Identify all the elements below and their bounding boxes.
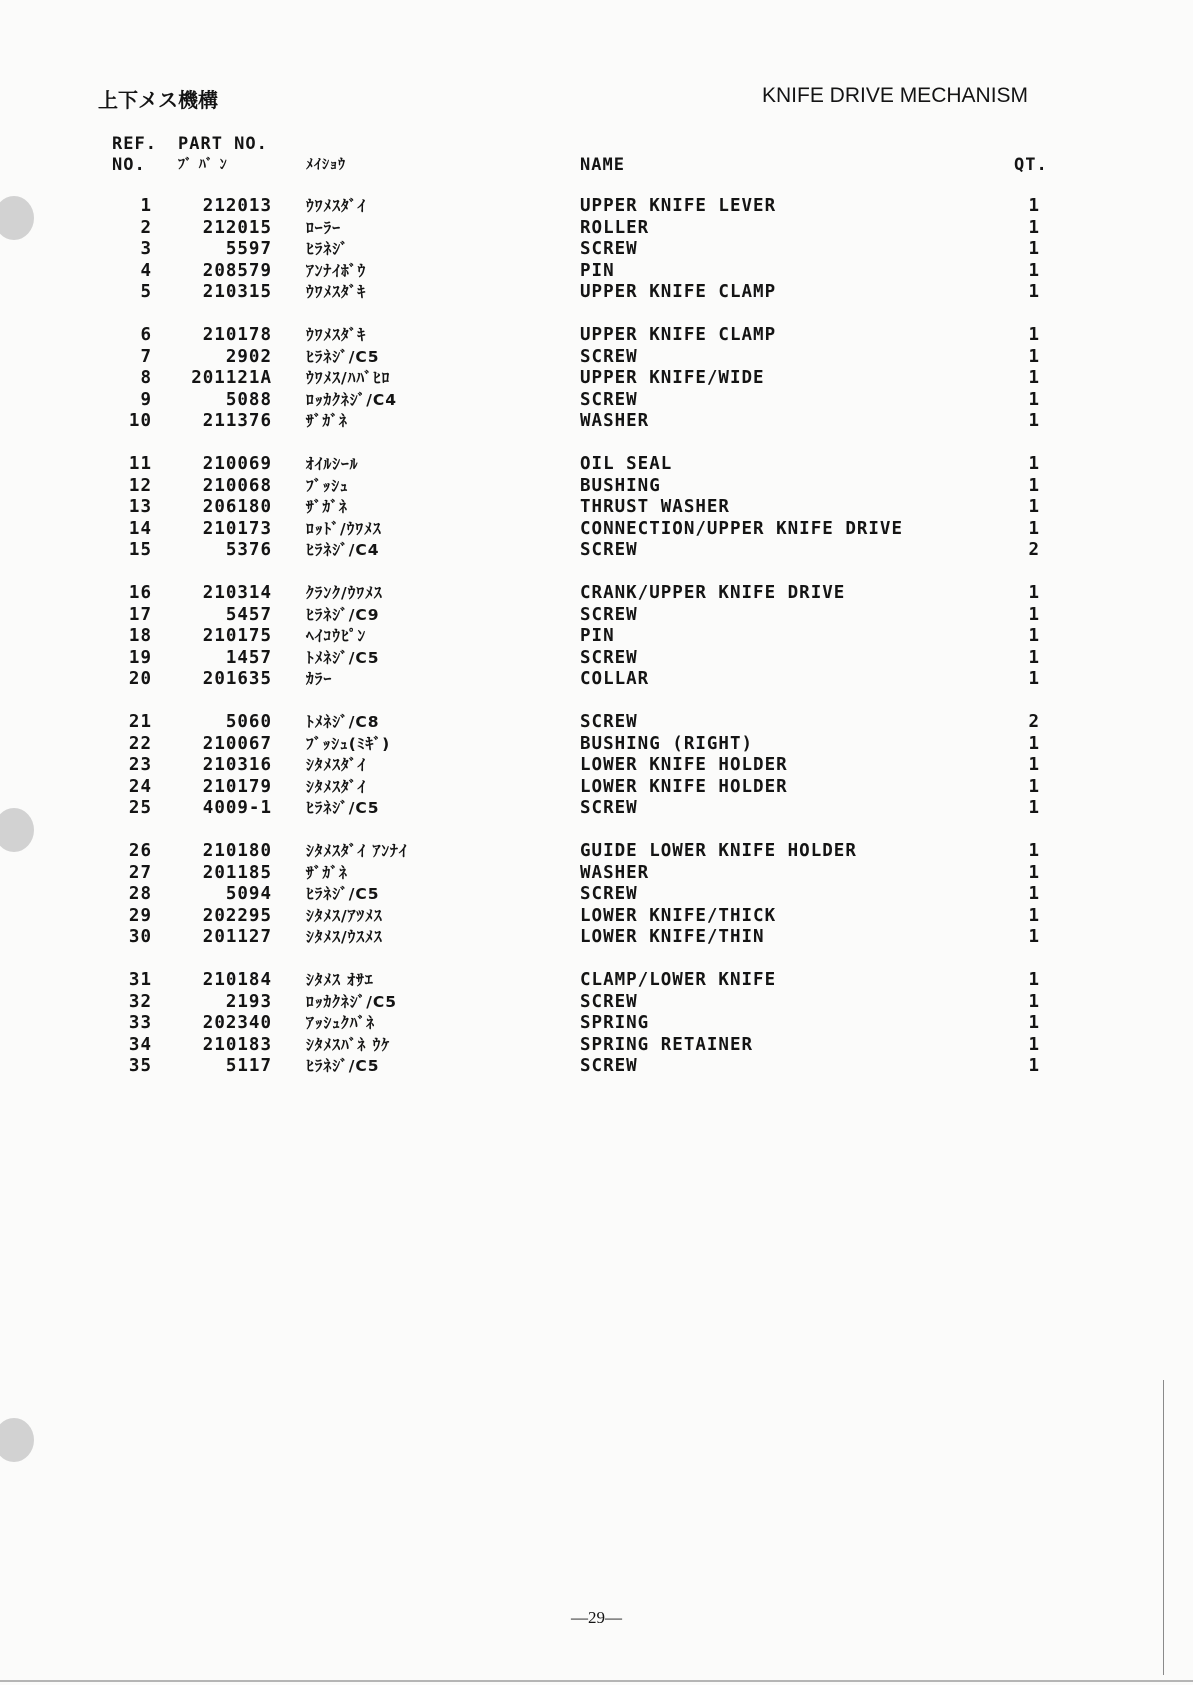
kana-name: ﾋﾗﾈｼﾞ/C9 xyxy=(306,605,380,624)
ref-number: 23 xyxy=(128,755,152,775)
kana-name: ﾋﾗﾈｼﾞ xyxy=(306,240,349,258)
kana-name: ﾍｲｺｳﾋﾟﾝ xyxy=(306,627,367,645)
part-number: 5597 xyxy=(225,239,272,259)
quantity: 1 xyxy=(1028,1013,1040,1033)
part-name: CONNECTION/UPPER KNIFE DRIVE xyxy=(580,518,904,539)
kana-name: ﾋﾗﾈｼﾞ/C5 xyxy=(306,1057,380,1075)
column-header-ref-bottom: NO. xyxy=(112,155,146,175)
table-row xyxy=(0,1035,1193,1057)
table-row xyxy=(0,282,1193,304)
part-name: ROLLER xyxy=(580,217,650,238)
part-number: 206180 xyxy=(202,497,272,517)
ref-number: 9 xyxy=(140,389,152,410)
page-number: —29— xyxy=(571,1608,622,1627)
kana-name: ｳﾜﾒｽﾀﾞｲ xyxy=(306,197,367,215)
part-number: 1457 xyxy=(225,647,272,668)
page-title-en: KNIFE DRIVE MECHANISM xyxy=(762,84,1029,107)
parts-group xyxy=(0,712,1193,820)
ref-number: 15 xyxy=(128,540,152,560)
part-number: 210316 xyxy=(202,755,272,775)
table-row xyxy=(0,476,1193,498)
kana-name: ｼﾀﾒｽ/ｱﾂﾒｽ xyxy=(306,906,383,925)
part-name: COLLAR xyxy=(580,669,650,689)
part-name: GUIDE LOWER KNIFE HOLDER xyxy=(580,841,857,861)
table-row xyxy=(0,884,1193,906)
part-name: BUSHING xyxy=(580,475,661,496)
part-name: SCREW xyxy=(580,540,638,560)
part-number: 5060 xyxy=(225,712,272,732)
quantity: 1 xyxy=(1028,583,1040,603)
quantity: 1 xyxy=(1028,862,1040,883)
quantity: 1 xyxy=(1028,905,1040,926)
part-number: 210315 xyxy=(202,282,272,302)
part-number: 202295 xyxy=(202,905,272,926)
part-number: 208579 xyxy=(202,260,272,281)
column-header-ref xyxy=(112,134,157,176)
part-name: SPRING RETAINER xyxy=(580,1034,754,1055)
ref-number: 2 xyxy=(140,217,152,238)
kana-name: ﾋﾗﾈｼﾞ/C5 xyxy=(306,799,380,817)
table-row xyxy=(0,368,1193,390)
ref-number: 14 xyxy=(128,518,152,539)
quantity: 1 xyxy=(1028,196,1040,216)
ref-number: 6 xyxy=(140,325,152,345)
parts-group xyxy=(0,196,1193,304)
table-row xyxy=(0,325,1193,347)
ref-number: 17 xyxy=(128,604,152,625)
kana-name: ｼﾀﾒｽﾊﾞﾈ ｳｹ xyxy=(306,1035,391,1054)
table-row xyxy=(0,540,1193,562)
column-header-name: NAME xyxy=(580,155,625,175)
ref-number: 13 xyxy=(128,497,152,517)
part-name: SCREW xyxy=(580,884,638,904)
quantity: 1 xyxy=(1028,475,1040,496)
table-row xyxy=(0,841,1193,863)
ref-number: 20 xyxy=(128,669,152,689)
ref-number: 27 xyxy=(128,862,152,883)
part-name: LOWER KNIFE HOLDER xyxy=(580,776,788,797)
quantity: 1 xyxy=(1028,604,1040,625)
part-name: SCREW xyxy=(580,1056,638,1076)
kana-name: ｻﾞｶﾞﾈ xyxy=(306,863,348,882)
part-name: SCREW xyxy=(580,389,638,410)
column-header-qty: QT. xyxy=(1014,155,1048,175)
part-number: 211376 xyxy=(202,411,272,431)
ref-number: 29 xyxy=(128,905,152,926)
table-row xyxy=(0,347,1193,369)
part-name: WASHER xyxy=(580,411,650,431)
part-name: SCREW xyxy=(580,712,638,732)
kana-name: ﾛｯﾄﾞ/ｳﾜﾒｽ xyxy=(306,519,382,538)
quantity: 1 xyxy=(1028,647,1040,668)
kana-name: ｼﾀﾒｽﾀﾞｲ xyxy=(306,756,367,774)
kana-name: ｻﾞｶﾞﾈ xyxy=(306,498,348,516)
ref-number: 18 xyxy=(128,626,152,646)
kana-name: ｻﾞｶﾞﾈ xyxy=(306,412,348,430)
kana-name: ｼﾀﾒｽ ｵｻｴ xyxy=(306,971,374,989)
part-number: 5094 xyxy=(225,884,272,904)
quantity: 1 xyxy=(1028,518,1040,539)
ref-number: 28 xyxy=(128,884,152,904)
table-row xyxy=(0,648,1193,670)
table-row xyxy=(0,906,1193,928)
table-row xyxy=(0,798,1193,820)
part-name: PIN xyxy=(580,626,615,646)
part-number: 210184 xyxy=(202,970,272,990)
part-name: THRUST WASHER xyxy=(580,497,730,517)
part-name: PIN xyxy=(580,260,615,281)
ref-number: 30 xyxy=(128,927,152,947)
part-name: LOWER KNIFE HOLDER xyxy=(580,755,788,775)
part-number: 212013 xyxy=(202,196,272,216)
table-row xyxy=(0,390,1193,412)
table-row xyxy=(0,605,1193,627)
part-number: 210069 xyxy=(202,454,272,474)
part-number: 5117 xyxy=(225,1056,272,1076)
ref-number: 32 xyxy=(128,991,152,1012)
quantity: 1 xyxy=(1028,217,1040,238)
quantity: 1 xyxy=(1028,282,1040,302)
part-number: 210175 xyxy=(202,626,272,646)
ref-number: 11 xyxy=(128,454,152,474)
kana-name: ｼﾀﾒｽ/ｳｽﾒｽ xyxy=(306,928,383,946)
kana-name: ﾛｯｶｸﾈｼﾞ/C5 xyxy=(306,992,398,1011)
ref-number: 10 xyxy=(128,411,152,431)
part-number: 210067 xyxy=(202,733,272,754)
table-row xyxy=(0,218,1193,240)
quantity: 1 xyxy=(1028,454,1040,474)
quantity: 1 xyxy=(1028,991,1040,1012)
part-number: 212015 xyxy=(202,217,272,238)
kana-name: ﾌﾞｯｼｭ xyxy=(306,476,349,495)
part-number: 210314 xyxy=(202,583,272,603)
kana-name: ｳﾜﾒｽﾀﾞｷ xyxy=(306,326,367,344)
kana-name: ﾛｯｶｸﾈｼﾞ/C4 xyxy=(306,390,398,409)
parts-group xyxy=(0,583,1193,691)
part-number: 4009-1 xyxy=(202,798,272,818)
part-number: 201635 xyxy=(202,669,272,689)
part-name: CLAMP/LOWER KNIFE xyxy=(580,970,777,990)
kana-name: ﾋﾗﾈｼﾞ/C5 xyxy=(306,885,380,903)
table-row xyxy=(0,777,1193,799)
part-name: SCREW xyxy=(580,647,638,668)
part-number: 5376 xyxy=(225,540,272,560)
table-row xyxy=(0,411,1193,433)
quantity: 1 xyxy=(1028,1034,1040,1055)
kana-name: ｶﾗｰ xyxy=(306,670,333,688)
ref-number: 24 xyxy=(128,776,152,797)
table-row xyxy=(0,239,1193,261)
page-title-jp: 上下メス機構 xyxy=(98,88,218,112)
part-number: 201121A xyxy=(191,368,272,388)
quantity: 1 xyxy=(1028,260,1040,281)
parts-group xyxy=(0,325,1193,433)
kana-name: ｱﾝﾅｲﾎﾞｳ xyxy=(306,261,367,280)
table-row xyxy=(0,497,1193,519)
part-name: CRANK/UPPER KNIFE DRIVE xyxy=(580,583,846,603)
quantity: 1 xyxy=(1028,411,1040,431)
kana-name: ﾋﾗﾈｼﾞ/C4 xyxy=(306,541,380,559)
quantity: 1 xyxy=(1028,841,1040,861)
page-edge-line xyxy=(1163,1380,1164,1675)
table-row xyxy=(0,583,1193,605)
part-name: LOWER KNIFE/THICK xyxy=(580,905,777,926)
kana-name: ﾛｰﾗｰ xyxy=(306,218,342,237)
ref-number: 8 xyxy=(140,368,152,388)
part-name: UPPER KNIFE CLAMP xyxy=(580,325,777,345)
kana-name: ｵｲﾙｼｰﾙ xyxy=(306,455,359,473)
ref-number: 19 xyxy=(128,647,152,668)
table-row xyxy=(0,1056,1193,1078)
part-name: WASHER xyxy=(580,862,650,883)
part-number: 5088 xyxy=(225,389,272,410)
quantity: 1 xyxy=(1028,626,1040,646)
ref-number: 12 xyxy=(128,475,152,496)
part-name: SPRING xyxy=(580,1013,650,1033)
part-name: SCREW xyxy=(580,239,638,259)
ref-number: 26 xyxy=(128,841,152,861)
table-row xyxy=(0,196,1193,218)
part-number: 210068 xyxy=(202,475,272,496)
ref-number: 1 xyxy=(140,196,152,216)
quantity: 1 xyxy=(1028,970,1040,990)
part-number: 2902 xyxy=(225,346,272,367)
quantity: 2 xyxy=(1028,540,1040,560)
quantity: 1 xyxy=(1028,325,1040,345)
ref-number: 31 xyxy=(128,970,152,990)
table-row xyxy=(0,863,1193,885)
part-name: OIL SEAL xyxy=(580,454,673,474)
quantity: 1 xyxy=(1028,927,1040,947)
part-name: UPPER KNIFE CLAMP xyxy=(580,282,777,302)
column-header-part xyxy=(178,134,268,176)
quantity: 1 xyxy=(1028,239,1040,259)
quantity: 1 xyxy=(1028,669,1040,689)
table-row xyxy=(0,626,1193,648)
kana-name: ﾌﾞｯｼｭ(ﾐｷﾞ) xyxy=(306,734,391,753)
quantity: 1 xyxy=(1028,733,1040,754)
table-row xyxy=(0,927,1193,949)
table-row xyxy=(0,454,1193,476)
quantity: 1 xyxy=(1028,368,1040,388)
ref-number: 5 xyxy=(140,282,152,302)
table-row xyxy=(0,669,1193,691)
quantity: 1 xyxy=(1028,884,1040,904)
table-row xyxy=(0,261,1193,283)
part-number: 210173 xyxy=(202,518,272,539)
kana-name: ｳﾜﾒｽ/ﾊﾊﾞﾋﾛ xyxy=(306,369,391,387)
column-header-part-top: PART NO. xyxy=(178,134,268,154)
column-header-kana: ﾒｲｼｮｳ xyxy=(306,157,346,173)
ref-number: 33 xyxy=(128,1013,152,1033)
kana-name: ﾋﾗﾈｼﾞ/C5 xyxy=(306,347,380,366)
parts-group xyxy=(0,454,1193,562)
part-name: LOWER KNIFE/THIN xyxy=(580,927,765,947)
part-name: SCREW xyxy=(580,346,638,367)
ref-number: 25 xyxy=(128,798,152,818)
part-name: UPPER KNIFE LEVER xyxy=(580,196,777,216)
table-row xyxy=(0,712,1193,734)
ref-number: 3 xyxy=(140,239,152,259)
table-row xyxy=(0,970,1193,992)
part-number: 210178 xyxy=(202,325,272,345)
quantity: 1 xyxy=(1028,755,1040,775)
kana-name: ｳﾜﾒｽﾀﾞｷ xyxy=(306,283,367,301)
ref-number: 4 xyxy=(140,260,152,281)
parts-table xyxy=(0,196,1193,1099)
table-row xyxy=(0,992,1193,1014)
quantity: 2 xyxy=(1028,712,1040,732)
part-name: SCREW xyxy=(580,991,638,1012)
part-number: 5457 xyxy=(225,604,272,625)
kana-name: ｸﾗﾝｸ/ｳﾜﾒｽ xyxy=(306,584,383,602)
part-number: 210183 xyxy=(202,1034,272,1055)
ref-number: 7 xyxy=(140,346,152,367)
quantity: 1 xyxy=(1028,776,1040,797)
table-row xyxy=(0,734,1193,756)
part-name: SCREW xyxy=(580,604,638,625)
quantity: 1 xyxy=(1028,389,1040,410)
column-header-part-bottom: ﾌﾞ ﾊﾞ ﾝ xyxy=(178,157,228,173)
ref-number: 21 xyxy=(128,712,152,732)
kana-name: ﾄﾒﾈｼﾞ/C8 xyxy=(306,713,380,731)
quantity: 1 xyxy=(1028,798,1040,818)
table-row xyxy=(0,1013,1193,1035)
kana-name: ﾄﾒﾈｼﾞ/C5 xyxy=(306,648,380,667)
part-number: 201185 xyxy=(202,862,272,883)
part-name: BUSHING (RIGHT) xyxy=(580,733,754,754)
parts-group xyxy=(0,970,1193,1078)
parts-group xyxy=(0,841,1193,949)
table-row xyxy=(0,755,1193,777)
kana-name: ｼﾀﾒｽﾀﾞｲ ｱﾝﾅｲ xyxy=(306,842,408,860)
quantity: 1 xyxy=(1028,1056,1040,1076)
quantity: 1 xyxy=(1028,346,1040,367)
page-bottom-line xyxy=(0,1680,1193,1682)
ref-number: 35 xyxy=(128,1056,152,1076)
part-number: 202340 xyxy=(202,1013,272,1033)
binder-hole xyxy=(0,1418,34,1462)
part-number: 210180 xyxy=(202,841,272,861)
ref-number: 16 xyxy=(128,583,152,603)
part-name: SCREW xyxy=(580,798,638,818)
ref-number: 34 xyxy=(128,1034,152,1055)
kana-name: ｼﾀﾒｽﾀﾞｲ xyxy=(306,777,367,796)
part-name: UPPER KNIFE/WIDE xyxy=(580,368,765,388)
kana-name: ｱｯｼｭｸﾊﾞﾈ xyxy=(306,1014,376,1032)
part-number: 210179 xyxy=(202,776,272,797)
part-number: 2193 xyxy=(225,991,272,1012)
table-row xyxy=(0,519,1193,541)
ref-number: 22 xyxy=(128,733,152,754)
quantity: 1 xyxy=(1028,497,1040,517)
column-header-ref-top: REF. xyxy=(112,134,157,154)
part-number: 201127 xyxy=(202,927,272,947)
